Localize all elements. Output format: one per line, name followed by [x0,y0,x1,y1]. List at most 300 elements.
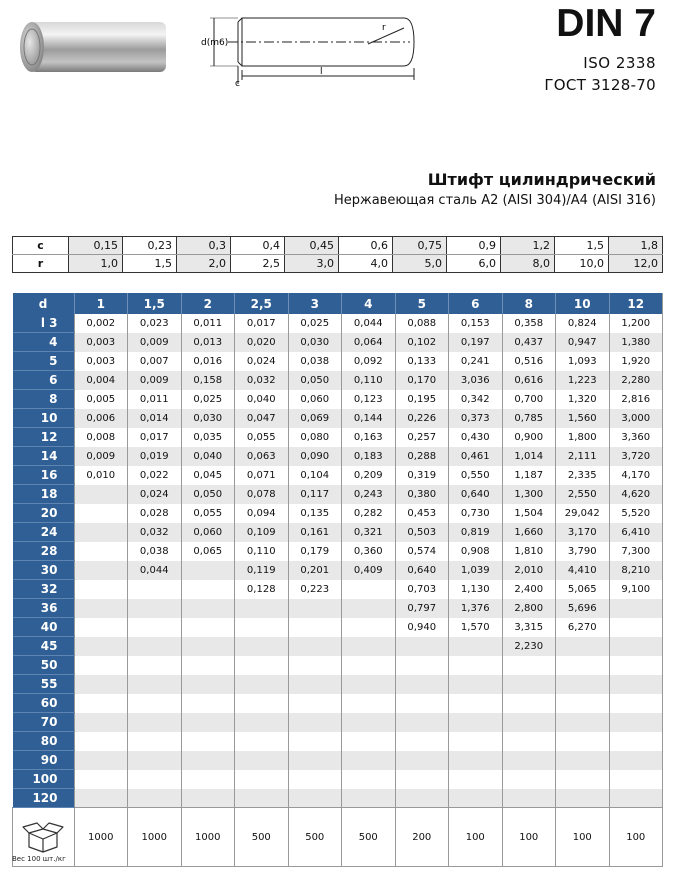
weight-cell: 6,410 [609,523,663,542]
weight-cell [556,713,610,732]
weight-cell [609,789,663,808]
weight-cell [449,770,503,789]
weight-cell [502,694,556,713]
weight-cell: 1,560 [556,409,610,428]
weight-cell: 0,797 [395,599,449,618]
weight-cell [395,732,449,751]
weight-cell [609,618,663,637]
weight-cell [342,656,396,675]
weight-cell [74,580,128,599]
weight-cell: 0,550 [449,466,503,485]
cr-cell: 1,0 [69,255,123,273]
row-header-length: 80 [13,732,75,751]
weight-cell [502,732,556,751]
cr-cell: 0,15 [69,237,123,255]
weight-cell: 0,319 [395,466,449,485]
row-header-length: 14 [13,447,75,466]
table-row [13,656,663,675]
weight-cell: 0,017 [128,428,182,447]
weight-cell: 1,014 [502,447,556,466]
weight-cell: 3,360 [609,428,663,447]
weight-cell: 0,004 [74,371,128,390]
weight-cell [342,751,396,770]
row-header-length: 50 [13,656,75,675]
weight-cell [449,675,503,694]
weight-cell [449,656,503,675]
weight-cell: 0,104 [288,466,342,485]
weight-cell: 0,640 [449,485,503,504]
weight-cell: 0,003 [74,333,128,352]
table-row [13,561,663,580]
weight-cell [74,561,128,580]
weight-cell: 0,011 [128,390,182,409]
weight-cell: 0,078 [235,485,289,504]
weight-cell [235,751,289,770]
weight-cell: 0,195 [395,390,449,409]
row-header-length: 40 [13,618,75,637]
package-quantity-cell: 100 [502,808,556,867]
weight-cell: 0,060 [181,523,235,542]
weight-cell: 0,516 [502,352,556,371]
cr-cell: 1,8 [609,237,663,255]
weight-cell [342,599,396,618]
product-material: Нержавеющая сталь A2 (AISI 304)/A4 (AISI 316) [333,193,656,208]
weight-cell: 6,270 [556,618,610,637]
weight-cell: 0,201 [288,561,342,580]
weight-cell: 0,900 [502,428,556,447]
weight-cell [128,637,182,656]
weight-cell [502,770,556,789]
weight-cell: 0,020 [235,333,289,352]
weight-cell: 8,210 [609,561,663,580]
weight-cell [74,713,128,732]
weight-cell: 0,064 [342,333,396,352]
weight-cell: 1,187 [502,466,556,485]
weight-cell: 0,047 [235,409,289,428]
weight-cell: 1,320 [556,390,610,409]
weight-cell: 3,790 [556,542,610,561]
table-row [13,618,663,637]
table-row [13,770,663,789]
weight-cell: 0,123 [342,390,396,409]
row-header-length: 55 [13,675,75,694]
weight-cell: 0,016 [181,352,235,371]
package-quantity-cell: 500 [342,808,396,867]
iso-standard: ISO 2338 [583,54,656,72]
row-header-length: 70 [13,713,75,732]
weight-cell [288,713,342,732]
weight-cell [181,656,235,675]
weight-cell: 0,170 [395,371,449,390]
weight-cell: 0,050 [288,371,342,390]
column-header-diameter: 12 [609,293,663,314]
weight-cell [556,694,610,713]
weight-cell: 0,009 [128,333,182,352]
weight-cell: 5,520 [609,504,663,523]
cr-row-label: r [13,255,69,273]
footer-note: Вес 100 шт./кг [12,855,66,863]
weight-cell [74,618,128,637]
weight-cell: 0,119 [235,561,289,580]
weight-cell [342,675,396,694]
weight-cell: 1,810 [502,542,556,561]
weight-cell [395,694,449,713]
weight-cell [181,561,235,580]
weight-cell [395,789,449,808]
weight-cell: 7,300 [609,542,663,561]
weight-cell [128,713,182,732]
table-row [13,333,663,352]
weight-cell: 0,730 [449,504,503,523]
weight-cell [181,618,235,637]
weight-cell: 0,373 [449,409,503,428]
weight-cell [556,656,610,675]
table-row [13,751,663,770]
row-header-length: 32 [13,580,75,599]
weight-cell: 0,785 [502,409,556,428]
table-row [13,371,663,390]
weight-cell: 0,094 [235,504,289,523]
row-header-length: 5 [13,352,75,371]
weight-cell: 0,040 [181,447,235,466]
weight-cell: 0,409 [342,561,396,580]
drawing-label-l: l [320,67,323,77]
weight-cell: 0,437 [502,333,556,352]
weight-cell [556,789,610,808]
weight-cell: 0,071 [235,466,289,485]
package-quantity-cell: 500 [235,808,289,867]
weight-cell [288,637,342,656]
row-header-length: 12 [13,428,75,447]
weight-cell: 1,300 [502,485,556,504]
weight-cell [181,789,235,808]
weight-cell: 3,036 [449,371,503,390]
weight-cell: 4,620 [609,485,663,504]
weight-cell: 0,135 [288,504,342,523]
weight-cell: 3,170 [556,523,610,542]
column-header-d: d [13,293,75,314]
weight-cell [609,675,663,694]
weight-cell: 0,025 [181,390,235,409]
weight-cell: 0,908 [449,542,503,561]
weight-cell: 1,380 [609,333,663,352]
weight-cell [74,485,128,504]
cr-cell: 0,75 [393,237,447,255]
weight-cell [74,504,128,523]
weight-cell: 0,007 [128,352,182,371]
weight-cell: 0,055 [181,504,235,523]
weight-cell: 0,044 [342,314,396,333]
cr-row-label: c [13,237,69,255]
weight-cell: 1,920 [609,352,663,371]
weight-cell: 0,045 [181,466,235,485]
weight-cell [556,675,610,694]
table-row [13,599,663,618]
drawing-label-r: r [382,23,386,33]
weight-cell: 0,102 [395,333,449,352]
weight-cell: 0,197 [449,333,503,352]
weight-cell [235,599,289,618]
pin-photo-image [14,16,174,80]
cr-cell: 8,0 [501,255,555,273]
weight-cell [128,789,182,808]
weight-cell [288,770,342,789]
weight-table [12,293,663,867]
cr-cell: 0,23 [123,237,177,255]
row-header-length: 90 [13,751,75,770]
weight-cell: 0,088 [395,314,449,333]
column-header-diameter: 1 [74,293,128,314]
cr-cell: 3,0 [285,255,339,273]
weight-cell: 0,824 [556,314,610,333]
weight-cell: 0,025 [288,314,342,333]
cr-cell: 0,4 [231,237,285,255]
weight-cell: 0,090 [288,447,342,466]
weight-cell [181,770,235,789]
column-header-diameter: 2,5 [235,293,289,314]
weight-cell: 2,800 [502,599,556,618]
weight-cell [74,523,128,542]
cr-row [13,255,663,273]
weight-cell [395,656,449,675]
row-header-length: 8 [13,390,75,409]
cr-cell: 1,5 [555,237,609,255]
weight-cell [609,713,663,732]
weight-cell [128,694,182,713]
standard-title: DIN 7 [556,2,656,45]
weight-cell [181,713,235,732]
cr-cell: 1,5 [123,255,177,273]
cr-cell: 10,0 [555,255,609,273]
table-row [13,694,663,713]
weight-cell [74,542,128,561]
weight-cell [449,732,503,751]
weight-cell [288,599,342,618]
weight-cell: 0,453 [395,504,449,523]
weight-cell: 0,226 [395,409,449,428]
weight-cell: 2,550 [556,485,610,504]
column-header-diameter: 2 [181,293,235,314]
weight-cell [288,789,342,808]
weight-cell [395,675,449,694]
weight-cell [556,770,610,789]
column-header-diameter: 10 [556,293,610,314]
weight-cell [449,713,503,732]
weight-cell: 0,024 [128,485,182,504]
weight-cell [235,694,289,713]
column-header-diameter: 6 [449,293,503,314]
package-quantity-cell: 200 [395,808,449,867]
column-header-diameter: 5 [395,293,449,314]
weight-cell [288,751,342,770]
table-row [13,675,663,694]
weight-cell: 1,800 [556,428,610,447]
weight-cell: 0,063 [235,447,289,466]
weight-cell: 0,158 [181,371,235,390]
table-row [13,504,663,523]
weight-cell [235,637,289,656]
weight-cell [502,713,556,732]
weight-cell: 9,100 [609,580,663,599]
weight-cell: 0,209 [342,466,396,485]
weight-cell: 0,008 [74,428,128,447]
weight-cell [235,732,289,751]
weight-cell: 0,133 [395,352,449,371]
table-row [13,580,663,599]
weight-cell: 0,947 [556,333,610,352]
weight-cell: 0,117 [288,485,342,504]
weight-cell [74,732,128,751]
weight-cell [609,599,663,618]
weight-cell [181,599,235,618]
weight-cell: 0,257 [395,428,449,447]
weight-cell: 0,144 [342,409,396,428]
weight-cell: 0,030 [181,409,235,428]
weight-cell: 0,161 [288,523,342,542]
row-header-length: 4 [13,333,75,352]
table-row [13,409,663,428]
weight-cell: 0,243 [342,485,396,504]
weight-cell [235,789,289,808]
weight-cell [74,637,128,656]
table-row [13,713,663,732]
package-quantity-cell: 100 [449,808,503,867]
weight-cell: 1,223 [556,371,610,390]
row-header-length: 36 [13,599,75,618]
weight-cell: 0,128 [235,580,289,599]
weight-cell [235,618,289,637]
weight-cell [449,751,503,770]
weight-cell: 0,461 [449,447,503,466]
weight-cell: 0,153 [449,314,503,333]
weight-cell: 0,060 [288,390,342,409]
weight-cell [288,694,342,713]
table-row [13,390,663,409]
table-row [13,542,663,561]
weight-cell: 0,006 [74,409,128,428]
weight-cell [342,694,396,713]
weight-cell [74,770,128,789]
weight-cell: 0,223 [288,580,342,599]
weight-cell: 1,093 [556,352,610,371]
weight-cell: 0,038 [288,352,342,371]
weight-cell: 0,179 [288,542,342,561]
weight-cell: 0,574 [395,542,449,561]
weight-cell: 2,335 [556,466,610,485]
weight-cell [342,713,396,732]
weight-cell [128,751,182,770]
weight-cell: 0,065 [181,542,235,561]
weight-cell [609,656,663,675]
drawing-label-c: c [235,79,240,88]
row-header-length: 60 [13,694,75,713]
column-header-diameter: 1,5 [128,293,182,314]
weight-cell: 2,230 [502,637,556,656]
weight-cell: 3,720 [609,447,663,466]
row-header-length: l 3 [13,314,75,333]
weight-cell [609,751,663,770]
weight-cell [502,656,556,675]
weight-cell [342,732,396,751]
weight-cell [342,618,396,637]
weight-cell: 0,002 [74,314,128,333]
weight-cell: 4,170 [609,466,663,485]
weight-cell: 0,010 [74,466,128,485]
table-row [13,428,663,447]
cr-cell: 2,0 [177,255,231,273]
weight-cell: 29,042 [556,504,610,523]
weight-cell [74,675,128,694]
cr-cell: 0,3 [177,237,231,255]
weight-cell [288,618,342,637]
weight-cell: 1,130 [449,580,503,599]
package-quantity-cell: 1000 [128,808,182,867]
weight-cell [74,751,128,770]
weight-cell [181,732,235,751]
cr-row [13,237,663,255]
row-header-length: 100 [13,770,75,789]
weight-cell [128,732,182,751]
cr-cell: 6,0 [447,255,501,273]
weight-cell: 0,044 [128,561,182,580]
weight-cell: 5,065 [556,580,610,599]
weight-cell: 0,700 [502,390,556,409]
weight-cell: 0,703 [395,580,449,599]
product-name: Штифт цилиндрический [427,170,656,189]
weight-cell [235,675,289,694]
weight-cell: 0,183 [342,447,396,466]
column-header-diameter: 4 [342,293,396,314]
weight-cell: 0,028 [128,504,182,523]
weight-cell [288,656,342,675]
weight-cell: 0,092 [342,352,396,371]
weight-cell: 0,017 [235,314,289,333]
weight-cell [128,580,182,599]
weight-cell: 0,003 [74,352,128,371]
weight-cell [449,637,503,656]
row-header-length: 16 [13,466,75,485]
weight-cell: 0,282 [342,504,396,523]
weight-cell: 2,111 [556,447,610,466]
weight-cell [288,732,342,751]
weight-cell: 0,032 [128,523,182,542]
weight-cell: 1,039 [449,561,503,580]
table-row [13,352,663,371]
weight-cell: 4,410 [556,561,610,580]
row-header-length: 6 [13,371,75,390]
row-header-length: 10 [13,409,75,428]
table-row [13,466,663,485]
table-row [13,732,663,751]
table-row [13,637,663,656]
package-quantity-cell: 500 [288,808,342,867]
package-quantity-cell: 1000 [74,808,128,867]
table-row [13,789,663,808]
weight-cell: 1,504 [502,504,556,523]
chamfer-radius-table [12,236,663,273]
weight-cell: 0,241 [449,352,503,371]
weight-cell [395,770,449,789]
weight-cell [609,694,663,713]
weight-cell [609,637,663,656]
weight-cell [342,580,396,599]
weight-cell: 0,342 [449,390,503,409]
weight-cell [128,656,182,675]
weight-cell: 0,011 [181,314,235,333]
weight-cell: 0,503 [395,523,449,542]
weight-cell: 3,315 [502,618,556,637]
weight-cell: 1,200 [609,314,663,333]
